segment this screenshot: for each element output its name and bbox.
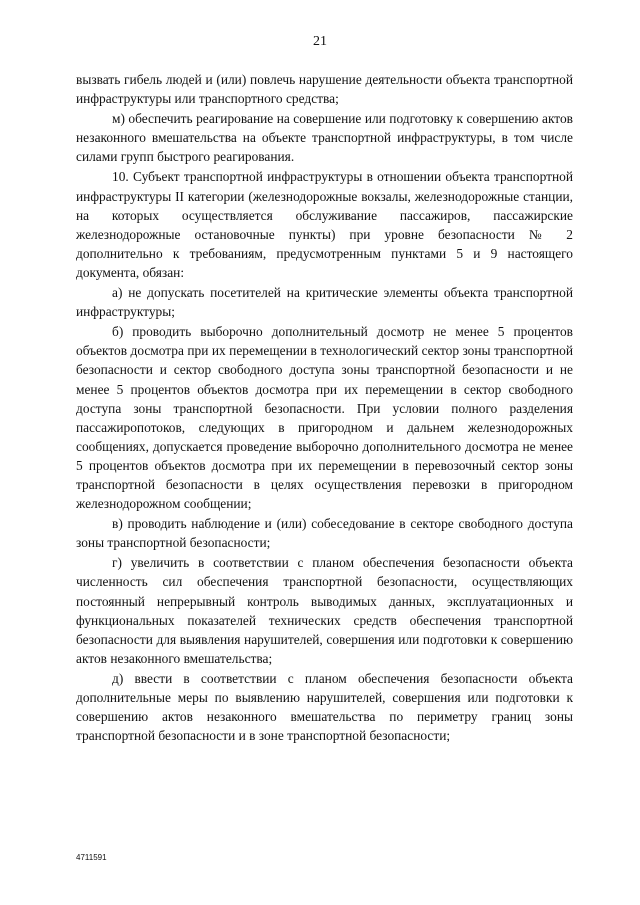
document-code: 4711591 — [76, 853, 107, 862]
paragraph-clause-10: 10. Субъект транспортной инфраструктуры в отношении объекта транспортной инфраструктуры II категории (железнодорожные вокзалы, железнодорожные станции, на которых осуществляется обслуживание пассажиров, пассажирские железнодорожные остановочные пункты) при уровне безопасности № 2 дополнительно к требованиям, предусмотренным пунктами 5 и 9 настоящего документа, обязан: — [76, 169, 573, 280]
paragraph-item-m: м) обеспечить реагирование на совершение или подготовку к совершению актов незаконного вмешательства на объекте транспортной инфраструктуры, в том числе силами групп быстрого реагирования. — [76, 111, 573, 165]
page-number: 21 — [313, 34, 327, 49]
document-body — [76, 70, 573, 746]
paragraph-item-a: а) не допускать посетителей на критические элементы объекта транспортной инфраструктуры; — [76, 285, 573, 320]
paragraph-item-v: в) проводить наблюдение и (или) собеседование в секторе свободного доступа зоны транспортной безопасности; — [76, 516, 573, 551]
paragraph-continuation: вызвать гибель людей и (или) повлечь нарушение деятельности объекта транспортной инфраструктуры или транспортного средства; — [76, 72, 573, 107]
paragraph-item-g: г) увеличить в соответствии с планом обеспечения безопасности объекта численность сил обеспечения транспортной безопасности, осуществляющих постоянный непрерывный контроль выводимых данных, эксплуатационных и функциональных показателей технических средств обеспечения транспортной безопасности для выявления нарушителей, совершения или подготовки к совершению актов незаконного вмешательства; — [76, 555, 573, 666]
paragraph-item-d: д) ввести в соответствии с планом обеспечения безопасности объекта дополнительные меры по выявлению нарушителей, совершения или подготовки к совершению актов незаконного вмешательства по периметру границ зоны транспортной безопасности и в зоне транспортной безопасности; — [76, 670, 573, 744]
paragraph-item-b: б) проводить выборочно дополнительный досмотр не менее 5 процентов объектов досмотра при их перемещении в технологический сектор зоны транспортной безопасности и сектор свободного доступа зоны транспортной безопасности и не менее 5 процентов объектов досмотра при их перемещении в сектор свободного доступа зоны транспортной безопасности. При условии полного разделения пассажиропотоков, следующих в пригородном и дальнем железнодорожных сообщениях, допускается проведение выборочно дополнительного досмотра не менее 5 процентов объектов досмотра при их перемещении в перевозочный сектор зоны транспортной безопасности в целях осуществления перевозки в пригородном железнодорожном сообщении; — [76, 324, 573, 512]
